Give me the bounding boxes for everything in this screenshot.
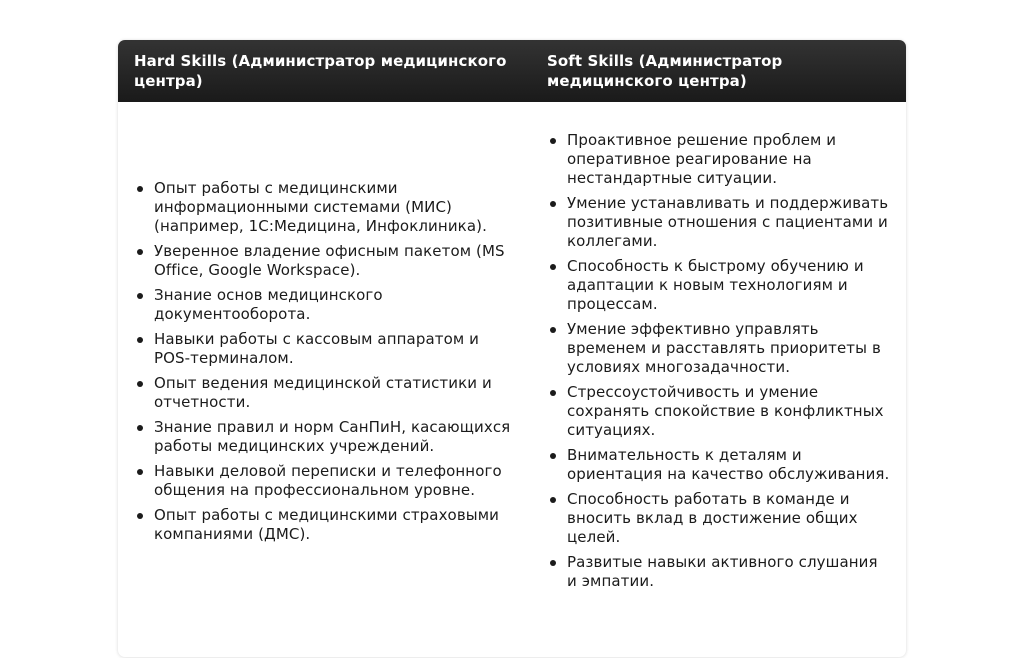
list-item xyxy=(134,242,520,280)
list-item xyxy=(547,490,892,547)
bullet-icon xyxy=(137,337,143,343)
soft-skill-text: Умение устанавливать и поддерживать позитивные отношения с пациентами и коллегами. xyxy=(567,194,889,250)
skills-table xyxy=(118,40,906,657)
hard-skill-text: Опыт работы с медицинскими информационными системами (МИС) (например, 1С:Медицина, Инфоклиника). xyxy=(154,179,487,235)
soft-skills-list xyxy=(547,131,892,597)
list-item xyxy=(134,462,520,500)
bullet-icon xyxy=(137,381,143,387)
soft-skill-text: Умение эффективно управлять временем и расставлять приоритеты в условиях многозадачности. xyxy=(567,320,881,376)
bullet-icon xyxy=(550,390,556,396)
bullet-icon xyxy=(137,249,143,255)
list-item xyxy=(547,553,892,591)
hard-skills-list xyxy=(134,179,520,550)
list-item xyxy=(134,506,520,544)
list-item xyxy=(134,286,520,324)
list-item xyxy=(547,383,892,440)
bullet-icon xyxy=(550,497,556,503)
list-item xyxy=(547,194,892,251)
list-item xyxy=(134,418,520,456)
list-item xyxy=(547,446,892,484)
bullet-icon xyxy=(137,425,143,431)
header-soft-skills: Soft Skills (Администратор медицинского центра) xyxy=(547,52,783,90)
list-item xyxy=(134,330,520,368)
bullet-icon xyxy=(550,264,556,270)
hard-skill-text: Знание правил и норм СанПиН, касающихся работы медицинских учреждений. xyxy=(154,418,511,455)
bullet-icon xyxy=(137,186,143,192)
hard-skill-text: Опыт работы с медицинскими страховыми компаниями (ДМС). xyxy=(154,506,499,543)
list-item xyxy=(547,131,892,188)
soft-skill-text: Проактивное решение проблем и оперативное реагирование на нестандартные ситуации. xyxy=(567,131,837,187)
hard-skill-text: Знание основ медицинского документооборота. xyxy=(154,286,383,323)
hard-skill-text: Уверенное владение офисным пакетом (MS Office, Google Workspace). xyxy=(154,242,505,279)
list-item xyxy=(134,374,520,412)
bullet-icon xyxy=(550,327,556,333)
hard-skill-text: Навыки деловой переписки и телефонного общения на профессиональном уровне. xyxy=(154,462,502,499)
hard-skill-text: Навыки работы с кассовым аппаратом и POS-терминалом. xyxy=(154,330,479,367)
bullet-icon xyxy=(550,560,556,566)
list-item xyxy=(547,320,892,377)
list-item xyxy=(547,257,892,314)
soft-skill-text: Развитые навыки активного слушания и эмпатии. xyxy=(567,553,878,590)
bullet-icon xyxy=(550,453,556,459)
list-item xyxy=(134,179,520,236)
header-hard-skills: Hard Skills (Администратор медицинского центра) xyxy=(134,52,507,90)
soft-skill-text: Способность к быстрому обучению и адаптации к новым технологиям и процессам. xyxy=(567,257,864,313)
table-header xyxy=(118,40,906,102)
bullet-icon xyxy=(137,293,143,299)
bullet-icon xyxy=(137,513,143,519)
soft-skill-text: Внимательность к деталям и ориентация на качество обслуживания. xyxy=(567,446,890,483)
soft-skill-text: Способность работать в команде и вносить вклад в достижение общих целей. xyxy=(567,490,858,546)
bullet-icon xyxy=(550,201,556,207)
bullet-icon xyxy=(550,138,556,144)
soft-skill-text: Стрессоустойчивость и умение сохранять спокойствие в конфликтных ситуациях. xyxy=(567,383,884,439)
hard-skill-text: Опыт ведения медицинской статистики и отчетности. xyxy=(154,374,492,411)
bullet-icon xyxy=(137,469,143,475)
